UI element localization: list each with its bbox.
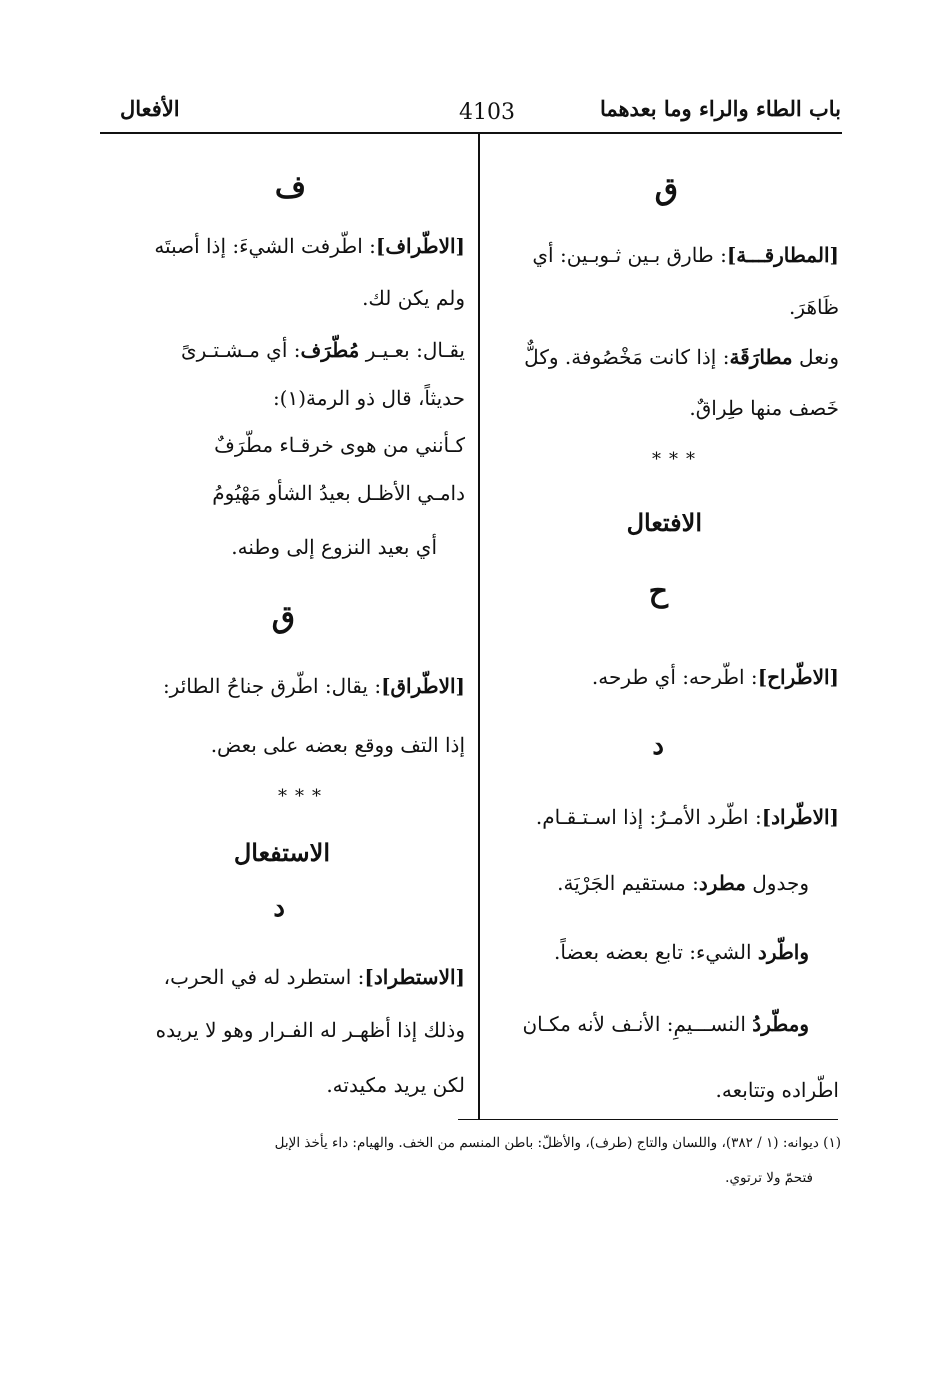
- entry-line: ظَاهَرَ.: [789, 295, 839, 319]
- section-title-istifaal: الاستفعال: [233, 838, 330, 867]
- entry-wattarad: واطّرد الشيء: تابع بعضه بعضاً.: [554, 940, 809, 964]
- verse-gloss: أي بعيد النزوع إلى وطنه.: [231, 535, 437, 559]
- verse-line-2: دامـي الأظـل بعيدُ الشأو مَهْيُومُ: [212, 481, 465, 505]
- letter-heading-ha: ح: [648, 574, 668, 609]
- entry-line: إذا التف ووقع بعضه على بعض.: [210, 733, 465, 757]
- entry-term: مطارَقَة: [729, 345, 793, 369]
- entry-term: مُطّرَف: [300, 338, 360, 362]
- entry-naal: ونعل مطارَقَة: إذا كانت مَخْصُوفة. وكلٌّ: [524, 345, 839, 369]
- entry-term: [الاطّراق]: [381, 674, 465, 698]
- verse-line-1: كـأنني من هوى خرقـاء مطّرَفٌ: [214, 433, 465, 457]
- section-title-iftiaal: الافتعال: [626, 508, 702, 537]
- page-number: 4103: [459, 100, 515, 125]
- entry-term: مطرد: [698, 871, 746, 895]
- left-column: [95, 0, 465, 1120]
- entry-line: اطّراده وتتابعه.: [715, 1078, 839, 1102]
- entry-mutaraqa: [532, 243, 839, 267]
- entry-term: واطّرد: [757, 940, 809, 964]
- entry-ittirah: [الاطّراح]: اطّرحه: أي طرحه.: [591, 665, 839, 689]
- entry-term: [الاستطراد]: [364, 965, 465, 989]
- entry-term: ومطّردُ: [752, 1012, 809, 1036]
- entry-ittiraq: [الاطّراق]: يقال: اطّرق جناحُ الطائر:: [162, 674, 465, 698]
- entry-line: خَصف منها طِراقٌ.: [689, 396, 839, 420]
- entry-ittirad: [الاطّراد]: اطّرد الأمـرُ: إذا اسـتـقـام.: [535, 805, 839, 829]
- letter-heading-dal: د: [652, 731, 664, 761]
- entry-yuqal: يقـال: بعـيـر مُطّرَف: أي مـشـتـرىً: [180, 338, 465, 362]
- entry-line: وذلك إذا أظهـر له الفـرار وهو لا يريده: [155, 1018, 465, 1042]
- section-separator: ***: [652, 449, 703, 470]
- entry-term: [المطارقـــة]: [726, 243, 839, 267]
- letter-heading-dal: د: [273, 893, 285, 923]
- letter-heading-fa: ف: [274, 170, 306, 205]
- running-header-right: باب الطاء والراء وما بعدهما: [599, 96, 841, 121]
- footnote-rule: [458, 1119, 838, 1120]
- footnote-line-1: (١) ديوانه: (١ / ٣٨٢)، واللسان والتاج (طرف)، والأظلّ: باطن المنسم من الخف. والهيام: داء يأخذ الإبل: [274, 1135, 841, 1151]
- entry-line: لكن يريد مكيدته.: [326, 1073, 465, 1097]
- section-separator: ***: [278, 786, 329, 807]
- letter-heading-qaf: ق: [271, 600, 295, 635]
- entry-term: [الاطّراف]: [375, 234, 465, 258]
- letter-heading-qaf: ق: [654, 172, 678, 207]
- entry-line: ولم يكن لك.: [362, 286, 465, 310]
- running-header-left: الأفعال: [120, 96, 180, 121]
- entry-text: : طارق بـين ثـوبـين: أي: [532, 243, 727, 267]
- entry-ittiraf: [الاطّراف]: اطّرفت الشيءَ: إذا أصبتَه: [154, 234, 465, 258]
- entry-mattarad: ومطّردُ النســـيمِ: الأنـف لأنه مكـان: [522, 1012, 809, 1036]
- entry-jadwal: وجدول مطرد: مستقيم الجَرْيَة.: [557, 871, 809, 895]
- entry-istitrad: [الاستطراد]: استطرد له في الحرب،: [163, 965, 465, 989]
- right-column: [477, 0, 839, 1120]
- entry-term: [الاطّراد]: [761, 805, 839, 829]
- entry-line: حديثاً، قال ذو الرمة(١):: [272, 386, 465, 410]
- footnote-line-2: فتحمّ ولا ترتوي.: [725, 1170, 813, 1186]
- entry-term: [الاطّراح]: [757, 665, 839, 689]
